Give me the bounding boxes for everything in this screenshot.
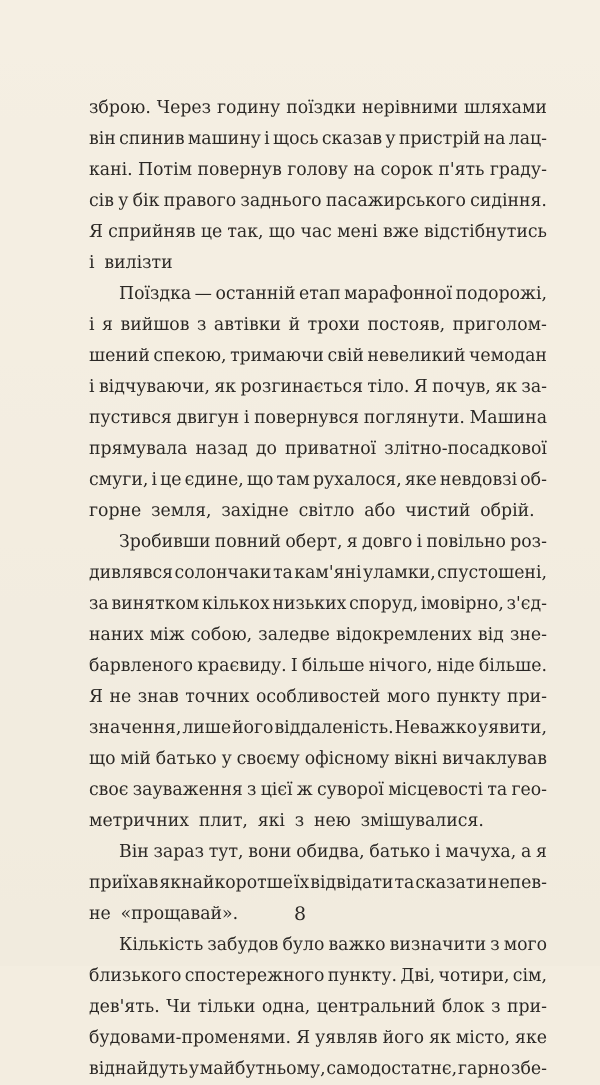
body-text (89, 93, 547, 1085)
text-line: барвленого краєвиду. І більше нічого, ніде більше. (89, 656, 547, 676)
text-line: не «прощавай». (89, 904, 239, 924)
text-line: дев'ять. Чи тільки одна, центральний блок з при- (89, 997, 547, 1017)
text-line: дивлявся солончаки та кам'яні уламки, спустошені, (89, 563, 547, 583)
text-line: Зробивши повний оберт, я довго і повільно роз- (119, 532, 547, 552)
text-line: близького спостережного пункту. Дві, чотири, сім, (89, 966, 547, 986)
text-line: і вилізти (89, 253, 173, 273)
text-line: Він зараз тут, вони обидва, батько і мачуха, а я (119, 842, 547, 862)
text-line: сів у бік правого заднього пасажирського сидіння. (89, 191, 547, 211)
text-line: наних між собою, заледве відокремлених від зне- (89, 625, 547, 645)
text-line: прямувала назад до приватної злітно-посадкової (89, 439, 547, 459)
text-line: смуги, і це єдине, що там рухалося, яке невдовзі об- (89, 470, 547, 490)
text-line: що мій батько у своєму офісному вікні вичаклував (89, 749, 547, 769)
text-line: метричних плит, які з нею змішувалися. (89, 811, 484, 831)
text-line: горне земля, західне світло або чистий обрій. (89, 501, 535, 521)
text-line: кані. Потім повернув голову на сорок п'ять граду- (89, 160, 547, 180)
text-line: він спинив машину і щось сказав у пристрій на лац- (89, 129, 547, 149)
text-line: пустився двигун і повернувся поглянути. Машина (89, 408, 547, 428)
text-line: Поїздка — останній етап марафонної подорожі, (119, 284, 547, 304)
text-line: шений спекою, тримаючи свій невеликий чемодан (89, 346, 547, 366)
text-line: і відчуваючи, як розгинається тіло. Я почув, як за- (89, 377, 547, 397)
text-line: віднайдуть у майбутньому, самодостатнє, гарно збе- (89, 1059, 547, 1079)
text-line: за винятком кількох низьких споруд, імовірно, з'єд- (89, 594, 547, 614)
text-line: своє зауваження з цієї ж суворої місцевості та гео- (89, 780, 547, 800)
text-line: приїхав якнайкоротше їх відвідати та сказати непев- (89, 873, 547, 893)
text-line: Я сприйняв це так, що час мені вже відстібнутись (89, 222, 547, 242)
page-number: 8 (293, 903, 307, 925)
text-line: Я не знав точних особливостей мого пункту при- (89, 687, 547, 707)
text-line: значення, лише його віддаленість. Неважко уявити, (89, 718, 547, 738)
text-line: Кількість забудов було важко визначити з мого (119, 935, 547, 955)
text-line: і я вийшов з автівки й трохи постояв, приголом- (89, 315, 547, 335)
text-line: зброю. Через годину поїздки нерівними шляхами (89, 98, 547, 118)
text-line: будовами-променями. Я уявляв його як місто, яке (89, 1028, 547, 1048)
